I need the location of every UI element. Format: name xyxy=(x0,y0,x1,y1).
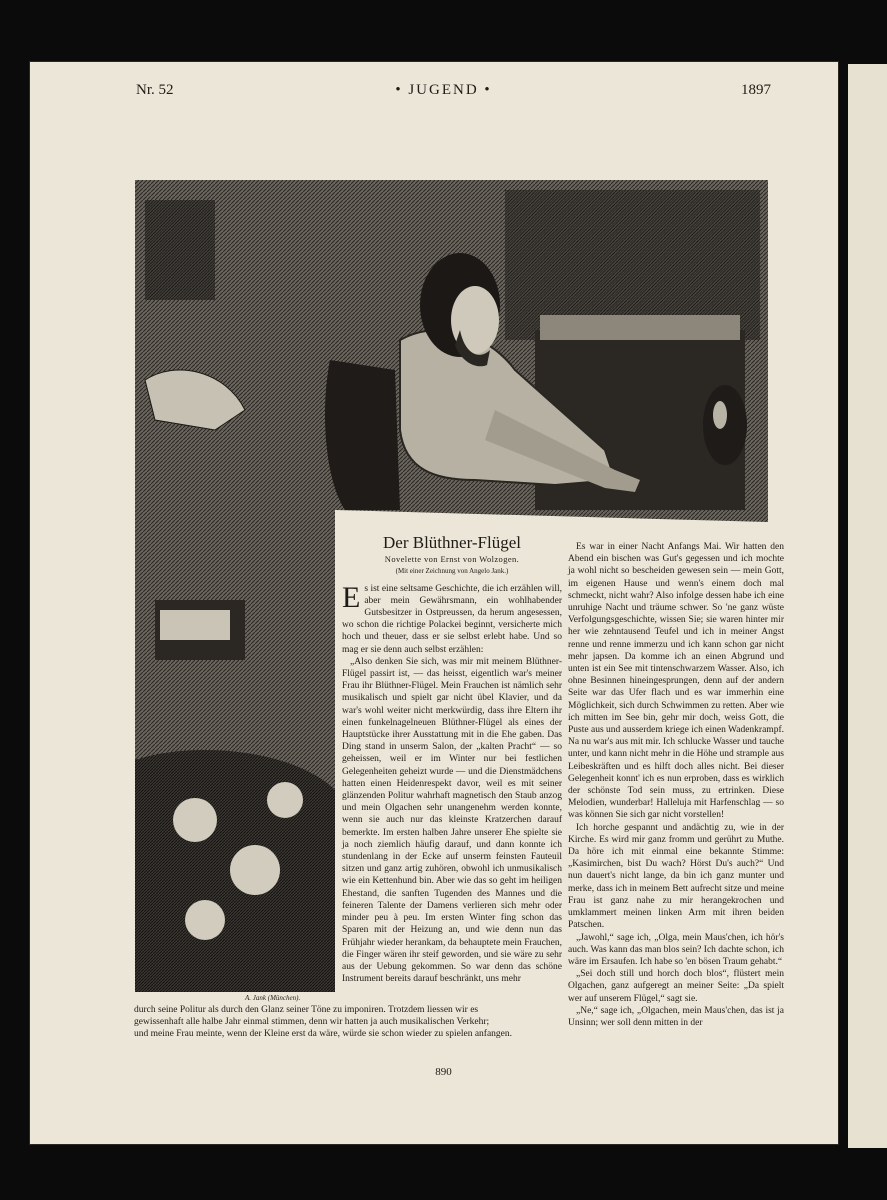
article-byline: Novelette von Ernst von Wolzogen. xyxy=(384,554,520,565)
paragraph: Ich horche gespannt und andächtig zu, wie in der Kirche. Es wird mir ganz fromm und gerührt zu Muthe. Da höre ich mit einmal eine bekannte Stimme: „Kasimirchen, bist Du wach? Hörst Du's auch?“ Und nun dauert's nicht lange, da bin ich ganz munter und merke, dass ich in meinem Bett aufrecht sitze und meine Frau ist ganz nahe zu mir herangekrochen und umklammert meinen linken Arm mit ihren beiden Patschen. xyxy=(568,822,784,931)
page-number: 890 xyxy=(435,1066,452,1078)
article-bottom-lines xyxy=(134,1004,564,1041)
text-line: gewissenhaft alle halbe Jahr einmal stimmen, denn wir hatten ja auch musikalischen Verkehr; xyxy=(134,1017,490,1028)
issue-number: Nr. 52 xyxy=(136,82,174,98)
illustration-credit: (Mit einer Zeichnung von Angelo Jank.) xyxy=(395,567,509,576)
paragraph: „Sei doch still und horch doch blos“, flüstert mein Olgachen, ganz aufgeregt an meiner Seite: „Da spielt wer auf unserem Flügel,“ sagt sie. xyxy=(568,969,784,1004)
paragraph: „Also denken Sie sich, was mir mit meinem Blüthner-Flügel passirt ist, — das heisst, eigentlich war's meiner Frau ihr Blüthner-Flügel. Mein Frauchen ist nämlich sehr musikalisch und spielt gar nicht übel Klavier, und da war's wohl weiter nicht merkwürdig, dass ihre Eltern ihr einen funkelnagelneuen Blüthner-Flügel als eines der Hauptstücke ihrer Ausstattung mit in die Ehe gaben. Das Ding stand in unserm Salon, der „kalten Pracht“ — so geheissen, weil er im Winter nur bei festlichen Gelegenheiten geheizt wurde — und die Dienstmädchens hatten einen Heidenrespekt davor, weil es mit seiner glänzenden Politur wahrhaft magnetisch den Staub anzog und mein Olgachen sehr unangenehm werden konnte, wenn sie auch nur das kleinste Kratzerchen darauf bemerkte. Im ersten halben Jahre unserer Ehe spielte sie ja noch ziemlich häufig darauf, und dann konnte ich stundenlang in der Ecke auf unserm feinsten Fauteuil sitzen und ganz artig zuhören, obwohl ich unmusikalisch wie ein Kettenhund bin. Aber wie das so geht im heiligen Ehestand, die sanften Tugenden des Mannes und die feineren Talente der Damens verlieren sich mehr oder minder peu à peu. Im ersten Winter fing schon das Sparen mit der Heizung an, und wie denn nun das Frühjahr wieder herankam, da behauptete mein Frauchen, die Finger wären ihr steif geworden, und sie wäre zu sehr aus der Uebung gekommen. So war denn das schöne Instrument bereits darauf beschränkt, uns mehr xyxy=(342,656,562,985)
article-column-right xyxy=(568,541,784,1029)
magazine-title: • JUGEND • xyxy=(395,82,492,98)
paragraph: Es ist eine seltsame Geschichte, die ich erzählen will, aber mein Gewährsmann, ein wohlhabender Gutsbesitzer in Ostpreussen, da herum angesessen, wo schon die richtige Polackei beginnt, versicherte mich hoch und theuer, dass er sie selbst erlebt habe. Und so mag er sie denn auch selbst erzählen: xyxy=(342,580,562,655)
drop-cap: E xyxy=(342,580,361,614)
text-line: durch seine Politur als durch den Glanz seiner Töne zu imponiren. Trotzdem liessen wir es xyxy=(134,1005,479,1015)
next-page-edge xyxy=(848,64,887,1148)
article-title: Der Blüthner-Flügel xyxy=(383,533,521,552)
paragraph: Es war in einer Nacht Anfangs Mai. Wir hatten den Abend ein bischen was Gut's gegessen und ich mochte ja wohl nicht so bescheiden gewesen sein — mein Gott, im eigenen Hause und wenn's einem doch mal schmeckt, nicht wahr? Also infolge dessen habe ich eine unruhige Nacht und träume schwer. So 'ne ganz wüste Verfolgungsgeschichte, wissen Sie; sie waren hinter mir her wie zehntausend Teufel und ich in meiner Angst renne und renne immerzu und ich kann schon gar nicht mehr japsen. Da komme ich an einen Abgrund und unten ist ein See mit tintenschwarzem Wasser. Also, ich ohne Besinnen hineingesprungen, denn auf der andern Seite war das Ufer flach und es war immerhin eine Möglichkeit, sich durch Schwimmen zu retten. Aber wie ich mitten im See bin, gehr mir doch, weiss Gott, die Puste aus und ausserdem kriege ich einen Wadenkrampf. Na nu war's aus mit mir. Ich schlucke Wasser und tauche unter, und kann nicht mehr in die Höhe und strample aus Leibeskräften und es hilft doch alles nicht. Bei dieser Gelegenheit konnt' ich es nun erproben, dass es wirklich der schönste Tod sein muss, zu ertrinken. Diese Melodien, wunderbar! Halleluja mit Harfenschlag — so was können Sie sich gar nicht vorstellen! xyxy=(568,542,784,821)
paragraph: „Jawohl,“ sage ich, „Olga, mein Maus'chen, ich hör's auch. Was kann das man blos sein? Ich dachte schon, ich wäre im Ersaufen. Ich habe so 'en bösen Traum gehabt.“ xyxy=(568,932,784,967)
illustration-signature: A. Jank (München). xyxy=(245,994,301,1002)
text-line: und meine Frau meinte, wenn der Kleine erst da wäre, würde sie schon wieder zu spielen anfangen. xyxy=(134,1029,513,1040)
year: 1897 xyxy=(741,82,771,98)
article-column-left xyxy=(342,533,562,985)
paragraph: „Ne,“ sage ich, „Olgachen, mein Maus'chen, das ist ja Unsinn; wer soll denn mitten in der xyxy=(568,1005,784,1028)
